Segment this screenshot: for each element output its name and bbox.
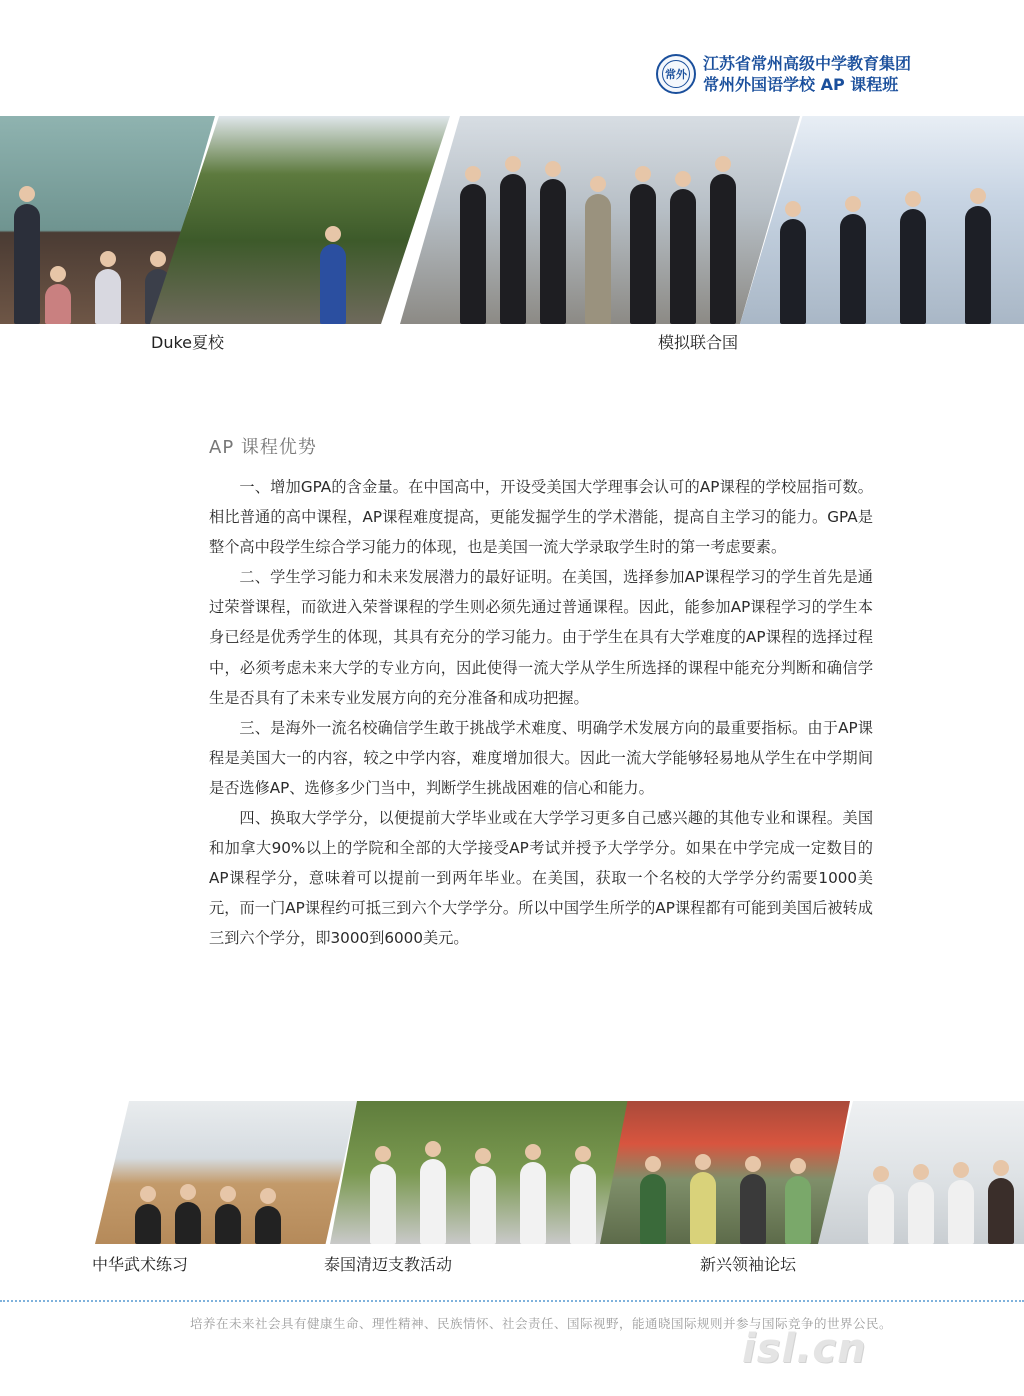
photo-leadership-forum bbox=[600, 1101, 850, 1244]
caption-model-un: 模拟联合国 bbox=[658, 333, 739, 352]
photo-martial-arts bbox=[95, 1101, 357, 1244]
section-title: AP 课程优势 bbox=[209, 437, 317, 458]
paragraph-2: 二、学生学习能力和未来发展潜力的最好证明。在美国，选择参加AP课程学习的学生首先是通过荣誉课程，而欲进入荣誉课程的学生则必须先通过普通课程。因此，能参加AP课程学习的学生本身已经是优秀学生的体现，其具有充分的学习能力。由于学生在具有大学难度的AP课程的选择过程中，必须考虑未来大学的专业方向，因此使得一流大学从学生所选择的课程中能充分判断和确信学生是否具有了未来专业发展方向的充分准备和成功把握。 bbox=[209, 568, 873, 707]
school-seal-icon: 常外 bbox=[656, 54, 696, 94]
footer-divider bbox=[0, 1300, 1024, 1302]
watermark-logo bbox=[742, 1312, 972, 1382]
photo-mun-group bbox=[400, 116, 800, 324]
header-title-block bbox=[703, 53, 911, 95]
photo-exhibition bbox=[818, 1101, 1024, 1244]
caption-duke-summer-school: Duke夏校 bbox=[151, 333, 225, 352]
body-text bbox=[209, 472, 873, 954]
paragraph-4: 四、换取大学学分，以便提前大学毕业或在大学学习更多自己感兴趣的其他专业和课程。美国和加拿大90%以上的学院和全部的大学接受AP考试并授予大学学分。如果在中学完成一定数目的AP课程学分，意味着可以提前一到两年毕业。在美国，获取一个名校的大学学分约需要1000美元，而一门AP课程约可抵三到六个大学学分。所以中国学生所学的AP课程都有可能到美国后被转成三到六个学分，即3000到6000美元。 bbox=[209, 809, 873, 948]
paragraph-3: 三、是海外一流名校确信学生敢于挑战学术难度、明确学术发展方向的最重要指标。由于AP课程是美国大一的内容，较之中学内容，难度增加很大。因此一流大学能够轻易地从学生在中学期间是否选修AP、选修多少门当中，判断学生挑战困难的信心和能力。 bbox=[209, 718, 873, 797]
top-photo-strip bbox=[0, 116, 1024, 324]
caption-martial-arts: 中华武术练习 bbox=[92, 1255, 189, 1274]
photo-thailand-volunteer bbox=[330, 1101, 630, 1244]
caption-thailand-volunteer: 泰国清迈支教活动 bbox=[324, 1255, 453, 1274]
watermark-text: isl.cn bbox=[742, 1326, 867, 1372]
header-title-line1: 江苏省常州高级中学教育集团 bbox=[703, 54, 912, 73]
caption-leadership-forum: 新兴领袖论坛 bbox=[700, 1255, 797, 1274]
footer-slogan: 培养在未来社会具有健康生命、理性精神、民族情怀、社会责任、国际视野，能通晓国际规则并参与国际竞争的世界公民。 bbox=[190, 1316, 893, 1331]
page-header bbox=[0, 0, 1024, 110]
header-title-line2: 常州外国语学校 AP 课程班 bbox=[703, 75, 899, 94]
bottom-photo-strip bbox=[0, 1101, 1024, 1244]
paragraph-1: 一、增加GPA的含金量。在中国高中，开设受美国大学理事会认可的AP课程的学校屈指可数。相比普通的高中课程，AP课程难度提高，更能发掘学生的学术潜能，提高自主学习的能力。GPA是整个高中段学生综合学习能力的体现，也是美国一流大学录取学生时的第一考虑要素。 bbox=[209, 478, 873, 557]
